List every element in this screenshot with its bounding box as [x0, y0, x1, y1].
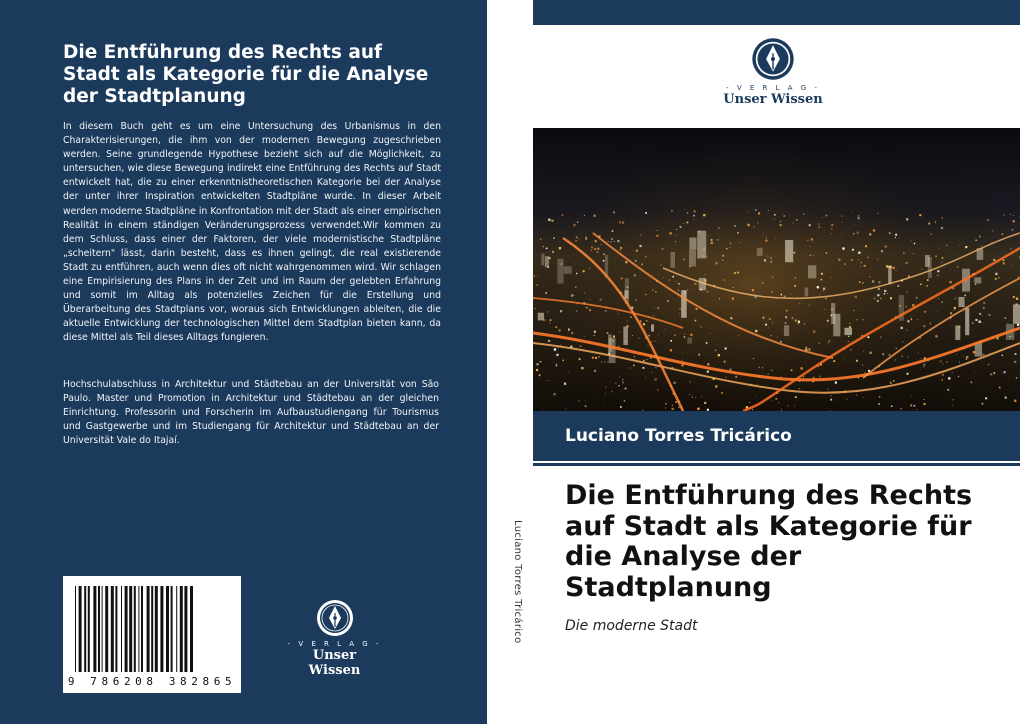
author-band — [533, 411, 1020, 461]
pen-nib-logo-icon — [750, 36, 796, 82]
front-top-bar — [533, 0, 1020, 25]
isbn-barcode — [63, 576, 241, 693]
author-bio: Hochschulabschluss in Architektur und Städtebau an der Universität von São Paulo. Master und Promotion in Architektur und Städtebau an der gleichen Einrichtung. Professorin und Forscherin im Aufbaustudiengang für Tourismus und Gastgewerbe und im Studiengang für Architektur und Städtebau an der Universität Vale do Itajaí. — [63, 379, 439, 447]
publisher-name: Unser Wissen — [723, 92, 823, 107]
cover-photo-night-city — [533, 128, 1020, 411]
front-cover-title: Die Entführung des Rechts auf Stadt als Kategorie für die Analyse der Stadtplanung — [565, 480, 973, 603]
pen-nib-logo-icon — [315, 598, 355, 638]
front-cover-subtitle: Die moderne Stadt — [565, 618, 698, 634]
isbn-number: 9 786208 382865 — [67, 675, 237, 688]
city-night-illustration — [533, 128, 1020, 411]
front-author-name: Luciano Torres Tricárico — [565, 426, 792, 446]
publisher-verlag-label: - V E R L A G - — [726, 84, 820, 92]
back-publisher-logo — [287, 598, 382, 678]
back-cover — [0, 0, 487, 724]
spine — [487, 0, 533, 724]
back-cover-title: Die Entführung des Rechts auf Stadt als Kategorie für die Analyse der Stadtplanung — [63, 42, 429, 107]
publisher-verlag-label: - V E R L A G - — [287, 640, 382, 648]
spine-author: Luciano Torres Tricárico — [512, 520, 523, 644]
front-publisher-logo — [718, 36, 828, 112]
publisher-name: Unser Wissen — [308, 648, 361, 678]
front-cover — [533, 0, 1020, 724]
divider — [533, 463, 1020, 466]
back-cover-blurb: In diesem Buch geht es um eine Untersuchung des Urbanismus in den Charakterisierungen, die ihm von der modernen Bewegung zugeschrieben werden. Seine grundlegende Hypothese bezieht sich auf die Möglichkeit, zu untersuchen, wie diese Bewegung indirekt eine Entführung des Rechts auf Stadt entwickelt hat, die zu einer erkenntnistheoretischen Kategorie bei der Analyse der unter ihrer Inspiration entwickelten Stadtpläne wurde. In dieser Arbeit werden moderne Stadtpläne in Konfrontation mit der Stadt als einer empirischen Realität in einem ständigen Veränderungsprozess verwendet.Wir kommen zu dem Schluss, dass einer der Faktoren, der viele modernistische Stadtpläne „scheitern" lässt, darin besteht, dass es ihnen gelingt, die real existierende Stadt zu entführen, auch wenn dies oft nicht wahrgenommen wird. Wir schlagen eine Empirisierung des Plans in der Zeit und im Raum der gelebten Erfahrung und somit im Alltag als potenzielles Zeichen für die Erstellung und Überarbeitung des Stadtplans vor, woraus sich Entwicklungen ableiten, die die aktuelle Entwicklung der technologischen Mittel dem Stadtplan bieten kann, da diese Mittel als Teil dieses Alltags fungieren. — [63, 121, 441, 344]
